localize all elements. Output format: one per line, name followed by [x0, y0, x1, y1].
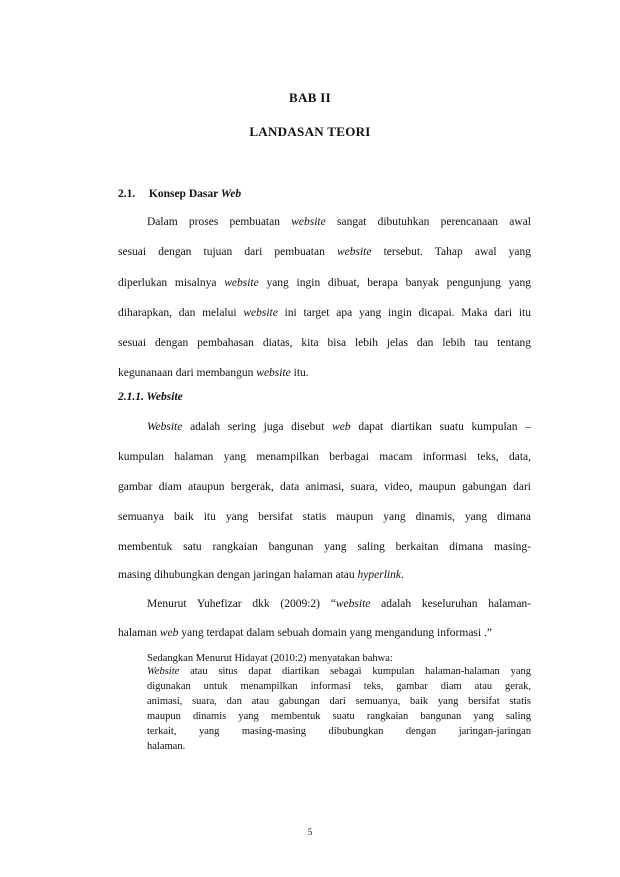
para1-line6: [118, 366, 531, 380]
text-italic: website: [256, 367, 291, 379]
text: Dalam proses pembuatan: [147, 216, 280, 228]
text-italic: Website: [147, 666, 180, 677]
text: itu.: [293, 367, 309, 379]
section-number: 2.1.: [118, 188, 136, 200]
text: ini target apa yang ingin dicapai. Maka dari itu: [284, 307, 532, 319]
quote-line5: terkait, yang masing-masing dibubungkan dengan jaringan-jaringan: [147, 726, 531, 737]
text: kegunanaan dari membangun: [118, 367, 254, 379]
text: dapat diartikan suatu kumpulan –: [358, 421, 532, 433]
para3-line1: [147, 597, 531, 611]
section-heading-2-1: [118, 188, 241, 200]
text-italic: web: [332, 421, 351, 433]
text: yang ingin dibuat, berapa banyak pengunjung yang: [266, 277, 532, 289]
text: tersebut. Tahap awal yang: [383, 246, 532, 258]
para1-line1: [147, 215, 531, 229]
section-label-italic: Web: [220, 188, 242, 200]
text: diperlukan misalnya: [118, 277, 217, 289]
para3-line2: [118, 626, 531, 640]
quote-line6: halaman.: [147, 741, 186, 752]
text: Menurut Yuhefizar dkk (2009:2) “: [147, 598, 336, 610]
section-label: Konsep Dasar: [148, 188, 218, 200]
section-heading-2-1-1: 2.1.1. Website: [118, 391, 183, 403]
quote-line1: [147, 665, 531, 678]
text: .: [400, 569, 404, 581]
text-italic: Website: [147, 421, 183, 433]
text-italic: hyperlink: [357, 569, 401, 581]
page-number: 5: [307, 827, 313, 837]
text: atau situs dapat diartikan sebagai kumpulan halaman-halaman yang: [190, 666, 532, 677]
chapter-title: LANDASAN TEORI: [249, 124, 371, 139]
para1-line2: [118, 245, 531, 259]
para1-line3: [118, 276, 531, 290]
text: masing dihubungkan dengan jaringan halaman atau: [118, 569, 355, 581]
text: diharapkan, dan melalui: [118, 307, 237, 319]
quote-line2: digunakan untuk menampilkan informasi teks, gambar diam atau gerak,: [147, 681, 531, 692]
text: yang terdapat dalam sebuah domain yang mengandung informasi .”: [181, 627, 492, 639]
para2-line3: gambar diam ataupun bergerak, data animasi, suara, video, maupun gabungan dari: [118, 481, 531, 493]
text: sangat dibutuhkan perencanaan awal: [336, 216, 532, 228]
para1-line4: [118, 306, 531, 320]
text-italic: web: [159, 627, 179, 639]
para2-line2: kumpulan halaman yang menampilkan berbagai macam informasi teks, data,: [118, 451, 531, 463]
para2-line1: [147, 420, 531, 434]
quote-line3: animasi, suara, dan atau gabungan dari semuanya, baik yang bersifat statis: [147, 696, 531, 707]
text: sesuai dengan tujuan dari pembuatan: [118, 246, 325, 258]
text: adalah sering juga disebut: [190, 421, 325, 433]
text: halaman: [118, 627, 157, 639]
text-italic: website: [243, 307, 278, 319]
para2-line4: semuanya baik itu yang bersifat statis maupun yang dinamis, yang dimana: [118, 511, 531, 523]
para2-line6: [118, 568, 531, 582]
text: adalah keseluruhan halaman-: [381, 598, 532, 610]
chapter-number: BAB II: [289, 90, 331, 105]
para2-line5: membentuk satu rangkaian bangunan yang saling berkaitan dimana masing-: [118, 541, 531, 553]
para1-line5: sesuai dengan pembahasan diatas, kita bisa lebih jelas dan lebih tau tentang: [118, 337, 531, 349]
text-italic: website: [335, 598, 371, 610]
text-italic: website: [291, 216, 326, 228]
quote-line4: maupun dinamis yang membentuk suatu rangkaian bangunan yang saling: [147, 711, 531, 722]
text-italic: website: [224, 277, 259, 289]
text-italic: website: [336, 246, 372, 258]
quote-intro: Sedangkan Menurut Hidayat (2010:2) menyatakan bahwa:: [147, 653, 393, 664]
